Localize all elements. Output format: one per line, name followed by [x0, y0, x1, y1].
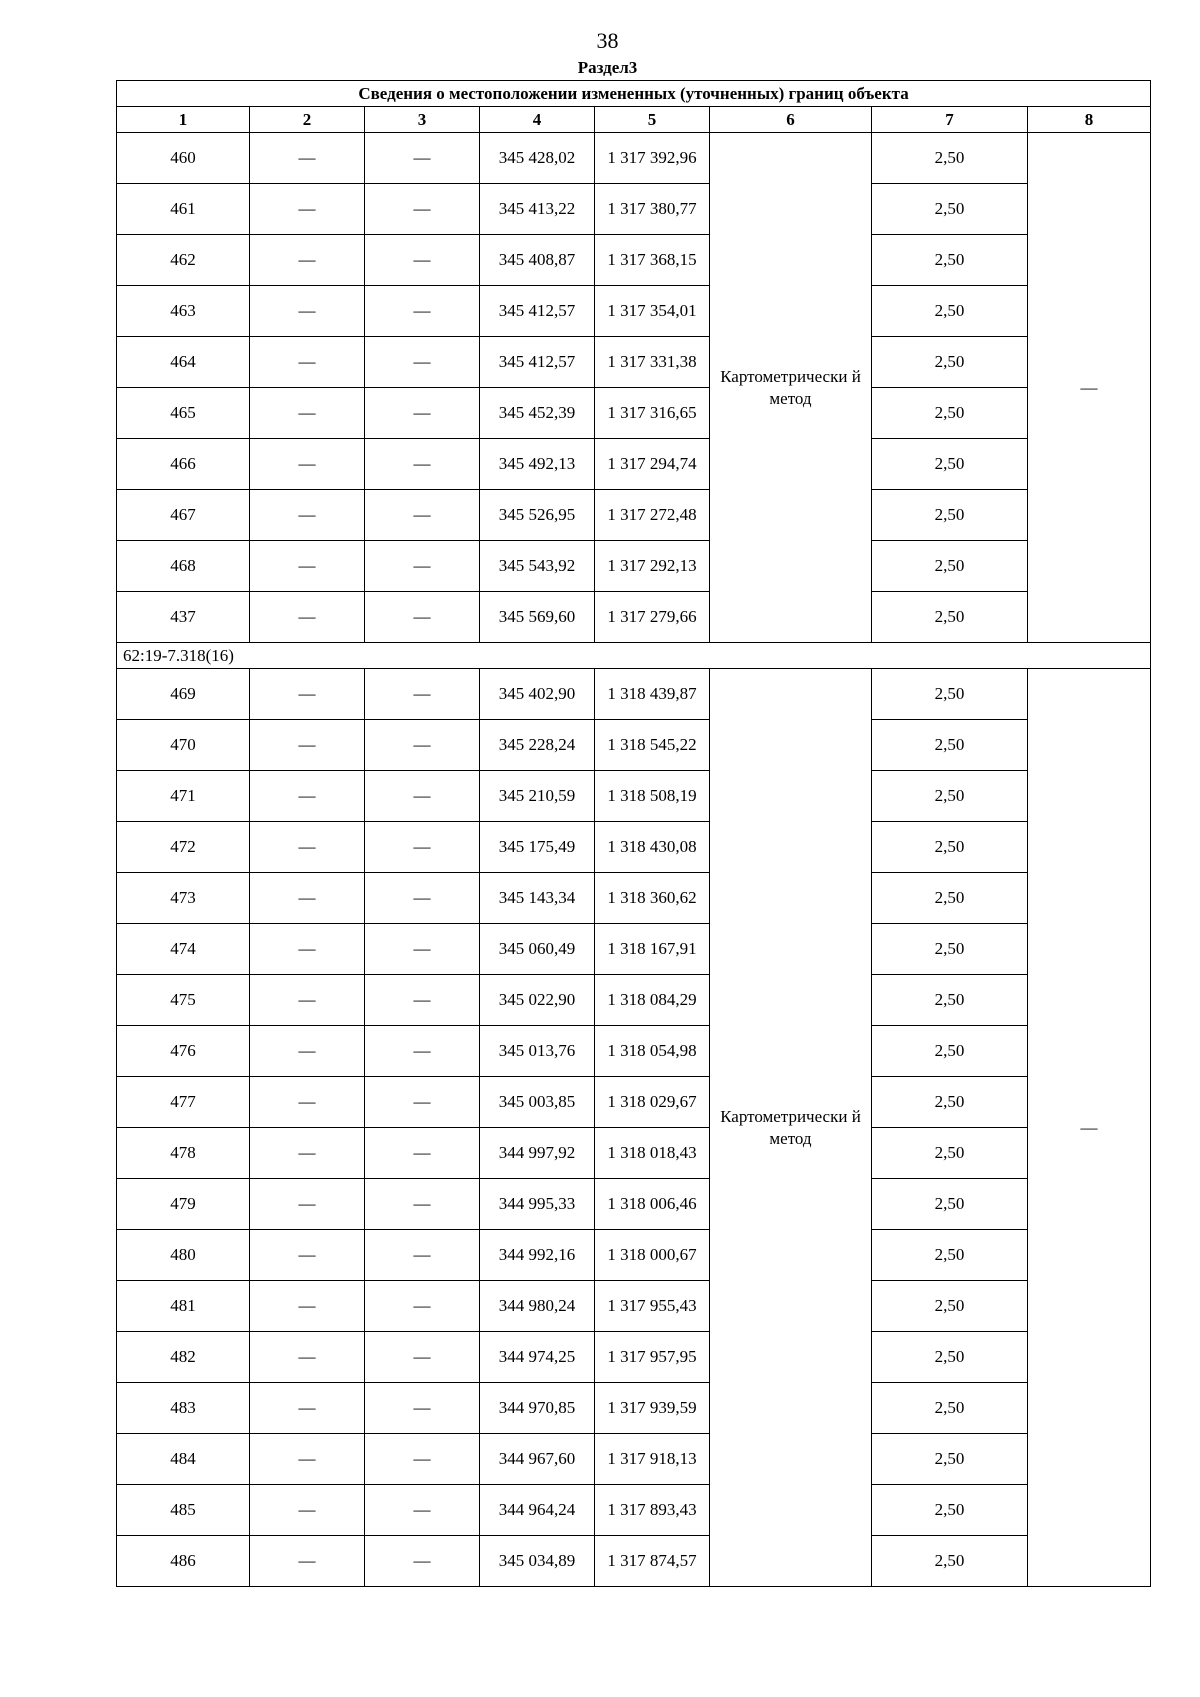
coordinate-x: 345 412,57 — [480, 337, 595, 388]
table-row — [117, 975, 1151, 1026]
table-row — [117, 924, 1151, 975]
dash-cell: — — [250, 133, 365, 184]
table-row — [117, 133, 1151, 184]
coordinate-y: 1 317 368,15 — [595, 235, 710, 286]
coordinate-y: 1 318 054,98 — [595, 1026, 710, 1077]
dash-cell: — — [250, 669, 365, 720]
dash-cell: — — [365, 924, 480, 975]
table-row — [117, 1383, 1151, 1434]
accuracy-value: 2,50 — [872, 1281, 1028, 1332]
method-cell: Картометрически й метод — [710, 133, 872, 643]
coordinate-x: 345 228,24 — [480, 720, 595, 771]
point-number: 484 — [117, 1434, 250, 1485]
accuracy-value: 2,50 — [872, 235, 1028, 286]
coordinate-y: 1 317 292,13 — [595, 541, 710, 592]
accuracy-value: 2,50 — [872, 1383, 1028, 1434]
column-number: 4 — [480, 107, 595, 133]
dash-cell: — — [365, 1434, 480, 1485]
coordinate-y: 1 317 272,48 — [595, 490, 710, 541]
dash-cell: — — [365, 1026, 480, 1077]
dash-cell: — — [365, 1179, 480, 1230]
table-row — [117, 1332, 1151, 1383]
accuracy-value: 2,50 — [872, 286, 1028, 337]
dash-cell: — — [250, 975, 365, 1026]
point-number: 460 — [117, 133, 250, 184]
dash-cell: — — [250, 1128, 365, 1179]
table-row — [117, 873, 1151, 924]
coordinate-x: 345 013,76 — [480, 1026, 595, 1077]
accuracy-value: 2,50 — [872, 1485, 1028, 1536]
table-caption-row — [117, 81, 1151, 107]
dash-cell: — — [365, 592, 480, 643]
table-row — [117, 1026, 1151, 1077]
coordinate-y: 1 317 893,43 — [595, 1485, 710, 1536]
dash-cell: — — [365, 184, 480, 235]
coordinate-x: 345 022,90 — [480, 975, 595, 1026]
coordinate-x: 344 980,24 — [480, 1281, 595, 1332]
point-number: 476 — [117, 1026, 250, 1077]
coordinate-x: 344 992,16 — [480, 1230, 595, 1281]
coordinate-x: 345 543,92 — [480, 541, 595, 592]
accuracy-value: 2,50 — [872, 1536, 1028, 1587]
coordinate-y: 1 318 430,08 — [595, 822, 710, 873]
dash-cell: — — [250, 873, 365, 924]
table-row — [117, 184, 1151, 235]
coordinate-y: 1 317 955,43 — [595, 1281, 710, 1332]
accuracy-value: 2,50 — [872, 1230, 1028, 1281]
dash-cell: — — [250, 1383, 365, 1434]
coordinate-x: 345 452,39 — [480, 388, 595, 439]
accuracy-value: 2,50 — [872, 1077, 1028, 1128]
point-number: 469 — [117, 669, 250, 720]
table-row — [117, 1281, 1151, 1332]
coordinate-x: 345 428,02 — [480, 133, 595, 184]
section-title: Раздел3 — [577, 58, 638, 77]
point-number: 477 — [117, 1077, 250, 1128]
table-row — [117, 822, 1151, 873]
accuracy-value: 2,50 — [872, 439, 1028, 490]
coordinate-x: 345 210,59 — [480, 771, 595, 822]
point-number: 478 — [117, 1128, 250, 1179]
coordinate-x: 344 995,33 — [480, 1179, 595, 1230]
dash-cell: — — [250, 184, 365, 235]
table-row — [117, 771, 1151, 822]
coordinate-x: 345 175,49 — [480, 822, 595, 873]
point-number: 485 — [117, 1485, 250, 1536]
coordinate-y: 1 318 360,62 — [595, 873, 710, 924]
point-number: 468 — [117, 541, 250, 592]
point-number: 479 — [117, 1179, 250, 1230]
boundary-coordinates-table — [116, 80, 1151, 1587]
coordinate-y: 1 318 018,43 — [595, 1128, 710, 1179]
point-number: 473 — [117, 873, 250, 924]
accuracy-value: 2,50 — [872, 1179, 1028, 1230]
column-number: 6 — [710, 107, 872, 133]
accuracy-value: 2,50 — [872, 184, 1028, 235]
coordinate-y: 1 318 006,46 — [595, 1179, 710, 1230]
dash-cell: — — [250, 1536, 365, 1587]
dash-cell: — — [250, 490, 365, 541]
dash-cell: — — [365, 541, 480, 592]
method-cell: Картометрически й метод — [710, 669, 872, 1587]
point-number: 471 — [117, 771, 250, 822]
coordinate-y: 1 317 874,57 — [595, 1536, 710, 1587]
dash-cell: — — [365, 1230, 480, 1281]
dash-cell: — — [365, 1281, 480, 1332]
dash-cell: — — [365, 439, 480, 490]
dash-cell: — — [365, 1332, 480, 1383]
dash-cell: — — [365, 1485, 480, 1536]
dash-cell: — — [250, 771, 365, 822]
dash-cell: — — [250, 1179, 365, 1230]
point-number: 463 — [117, 286, 250, 337]
table-row — [117, 1077, 1151, 1128]
dash-cell: — — [250, 1230, 365, 1281]
coordinate-x: 345 060,49 — [480, 924, 595, 975]
table-row — [117, 1434, 1151, 1485]
point-number: 462 — [117, 235, 250, 286]
dash-cell: — — [365, 490, 480, 541]
point-number: 464 — [117, 337, 250, 388]
dash-cell: — — [365, 1128, 480, 1179]
coordinate-y: 1 318 439,87 — [595, 669, 710, 720]
dash-cell: — — [365, 1077, 480, 1128]
coordinate-y: 1 318 084,29 — [595, 975, 710, 1026]
dash-cell: — — [365, 1536, 480, 1587]
coordinate-y: 1 317 392,96 — [595, 133, 710, 184]
coordinate-y: 1 317 918,13 — [595, 1434, 710, 1485]
point-number: 470 — [117, 720, 250, 771]
point-number: 465 — [117, 388, 250, 439]
accuracy-value: 2,50 — [872, 1128, 1028, 1179]
table-row — [117, 1485, 1151, 1536]
point-number: 486 — [117, 1536, 250, 1587]
coordinate-x: 345 526,95 — [480, 490, 595, 541]
dash-cell: — — [365, 822, 480, 873]
coordinate-y: 1 318 167,91 — [595, 924, 710, 975]
coordinate-y: 1 317 380,77 — [595, 184, 710, 235]
col8-dash: — — [1028, 669, 1151, 1587]
table-row — [117, 388, 1151, 439]
dash-cell: — — [250, 1485, 365, 1536]
accuracy-value: 2,50 — [872, 1332, 1028, 1383]
coordinate-x: 345 412,57 — [480, 286, 595, 337]
page-number: 38 — [596, 28, 619, 53]
coordinate-y: 1 317 331,38 — [595, 337, 710, 388]
point-number: 467 — [117, 490, 250, 541]
accuracy-value: 2,50 — [872, 1434, 1028, 1485]
accuracy-value: 2,50 — [872, 873, 1028, 924]
accuracy-value: 2,50 — [872, 133, 1028, 184]
point-number: 472 — [117, 822, 250, 873]
column-number: 5 — [595, 107, 710, 133]
coordinate-x: 345 408,87 — [480, 235, 595, 286]
coordinate-y: 1 318 029,67 — [595, 1077, 710, 1128]
coordinate-y: 1 318 508,19 — [595, 771, 710, 822]
column-number: 2 — [250, 107, 365, 133]
point-number: 483 — [117, 1383, 250, 1434]
accuracy-value: 2,50 — [872, 592, 1028, 643]
table-row — [117, 286, 1151, 337]
accuracy-value: 2,50 — [872, 822, 1028, 873]
table-row — [117, 439, 1151, 490]
coordinate-x: 345 492,13 — [480, 439, 595, 490]
point-number: 474 — [117, 924, 250, 975]
accuracy-value: 2,50 — [872, 975, 1028, 1026]
table-row — [117, 1230, 1151, 1281]
coordinate-y: 1 317 957,95 — [595, 1332, 710, 1383]
coordinate-y: 1 317 316,65 — [595, 388, 710, 439]
dash-cell: — — [250, 822, 365, 873]
accuracy-value: 2,50 — [872, 1026, 1028, 1077]
accuracy-value: 2,50 — [872, 720, 1028, 771]
accuracy-value: 2,50 — [872, 490, 1028, 541]
point-number: 482 — [117, 1332, 250, 1383]
table-row — [117, 669, 1151, 720]
dash-cell: — — [250, 235, 365, 286]
table-row — [117, 1128, 1151, 1179]
table-row — [117, 720, 1151, 771]
coordinate-x: 345 413,22 — [480, 184, 595, 235]
coordinate-y: 1 317 354,01 — [595, 286, 710, 337]
dash-cell: — — [250, 388, 365, 439]
dash-cell: — — [250, 439, 365, 490]
column-number: 8 — [1028, 107, 1151, 133]
coordinate-y: 1 317 294,74 — [595, 439, 710, 490]
table-row — [117, 1536, 1151, 1587]
point-number: 480 — [117, 1230, 250, 1281]
point-number: 437 — [117, 592, 250, 643]
dash-cell: — — [365, 771, 480, 822]
coordinate-x: 344 970,85 — [480, 1383, 595, 1434]
coordinate-x: 345 034,89 — [480, 1536, 595, 1587]
coordinate-y: 1 317 279,66 — [595, 592, 710, 643]
dash-cell: — — [250, 1332, 365, 1383]
dash-cell: — — [250, 720, 365, 771]
group-row — [117, 643, 1151, 669]
dash-cell: — — [365, 235, 480, 286]
point-number: 461 — [117, 184, 250, 235]
table-row — [117, 235, 1151, 286]
dash-cell: — — [250, 541, 365, 592]
dash-cell: — — [365, 1383, 480, 1434]
dash-cell: — — [250, 924, 365, 975]
dash-cell: — — [365, 669, 480, 720]
accuracy-value: 2,50 — [872, 337, 1028, 388]
coordinate-x: 345 143,34 — [480, 873, 595, 924]
table-row — [117, 592, 1151, 643]
coordinate-x: 344 964,24 — [480, 1485, 595, 1536]
table-row — [117, 490, 1151, 541]
dash-cell: — — [365, 337, 480, 388]
column-number-row — [117, 107, 1151, 133]
coordinate-x: 345 003,85 — [480, 1077, 595, 1128]
accuracy-value: 2,50 — [872, 541, 1028, 592]
column-number: 7 — [872, 107, 1028, 133]
table-row — [117, 337, 1151, 388]
dash-cell: — — [365, 388, 480, 439]
point-number: 466 — [117, 439, 250, 490]
table-caption: Сведения о местоположении измененных (уточненных) границ объекта — [117, 81, 1151, 107]
coordinate-x: 345 569,60 — [480, 592, 595, 643]
point-number: 481 — [117, 1281, 250, 1332]
column-number: 1 — [117, 107, 250, 133]
column-number: 3 — [365, 107, 480, 133]
table-row — [117, 1179, 1151, 1230]
accuracy-value: 2,50 — [872, 924, 1028, 975]
dash-cell: — — [365, 286, 480, 337]
dash-cell: — — [365, 720, 480, 771]
coordinate-y: 1 318 000,67 — [595, 1230, 710, 1281]
accuracy-value: 2,50 — [872, 771, 1028, 822]
coordinate-y: 1 318 545,22 — [595, 720, 710, 771]
dash-cell: — — [250, 1281, 365, 1332]
dash-cell: — — [365, 873, 480, 924]
group-label: 62:19-7.318(16) — [117, 643, 1151, 669]
dash-cell: — — [250, 337, 365, 388]
coordinate-x: 344 974,25 — [480, 1332, 595, 1383]
accuracy-value: 2,50 — [872, 669, 1028, 720]
dash-cell: — — [250, 1434, 365, 1485]
dash-cell: — — [250, 1026, 365, 1077]
dash-cell: — — [365, 133, 480, 184]
dash-cell: — — [250, 1077, 365, 1128]
dash-cell: — — [365, 975, 480, 1026]
dash-cell: — — [250, 286, 365, 337]
point-number: 475 — [117, 975, 250, 1026]
coordinate-x: 344 997,92 — [480, 1128, 595, 1179]
coordinate-y: 1 317 939,59 — [595, 1383, 710, 1434]
accuracy-value: 2,50 — [872, 388, 1028, 439]
col8-dash: — — [1028, 133, 1151, 643]
coordinate-x: 344 967,60 — [480, 1434, 595, 1485]
dash-cell: — — [250, 592, 365, 643]
coordinate-x: 345 402,90 — [480, 669, 595, 720]
table-row — [117, 541, 1151, 592]
